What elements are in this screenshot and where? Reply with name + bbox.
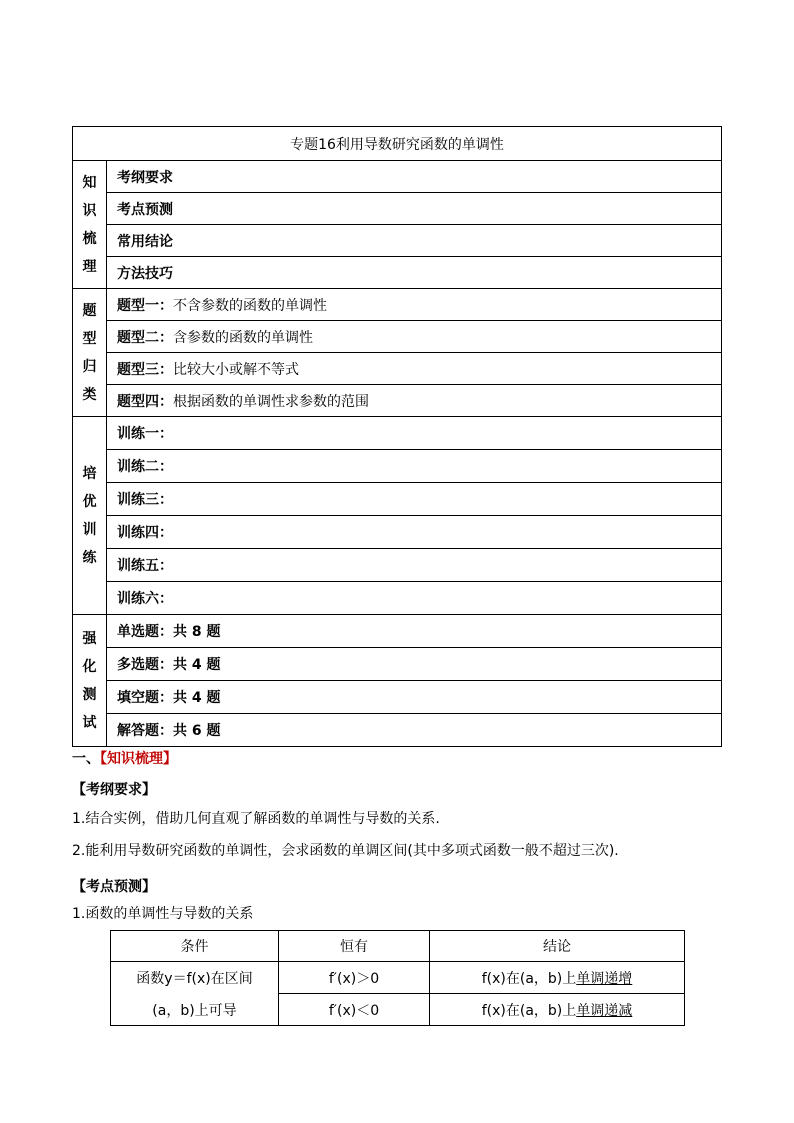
outline-item: 训练三： (107, 483, 722, 516)
always-cell: f′(x)＜0 (279, 994, 430, 1026)
section-label-question-types: 题 型 归 类 (73, 289, 107, 417)
subheading-requirements: 【考纲要求】 (72, 782, 156, 798)
outline-item: 填空题：共 4 题 (107, 681, 722, 714)
outline-item: 常用结论 (107, 225, 722, 257)
outline-item: 题型一：不含参数的函数的单调性 (107, 289, 722, 321)
outline-item: 解答题：共 6 题 (107, 714, 722, 747)
header-condition: 条件 (111, 931, 279, 962)
outline-item: 训练二： (107, 450, 722, 483)
outline-item: 单选题：共 8 题 (107, 615, 722, 648)
outline-item: 训练六： (107, 582, 722, 615)
point-1: 1.函数的单调性与导数的关系 (72, 906, 254, 922)
section-label-knowledge: 知 识 梳 理 (73, 161, 107, 289)
header-always: 恒有 (279, 931, 430, 962)
outline-item: 训练一： (107, 417, 722, 450)
always-cell: f′(x)＞0 (279, 962, 430, 994)
outline-item: 方法技巧 (107, 257, 722, 289)
monotonicity-table (110, 930, 685, 1026)
outline-item: 题型三：比较大小或解不等式 (107, 353, 722, 385)
outline-item: 考纲要求 (107, 161, 722, 193)
condition-cell: 函数y＝f(x)在区间 (a，b)上可导 (111, 962, 279, 1026)
outline-title: 专题16利用导数研究函数的单调性 (73, 127, 722, 161)
section-label-training: 培 优 训 练 (73, 417, 107, 615)
outline-item: 训练四： (107, 516, 722, 549)
requirement-2: 2.能利用导数研究函数的单调性，会求函数的单调区间(其中多项式函数一般不超过三次). (72, 843, 619, 859)
section-heading: 一、【知识梳理】 (72, 751, 177, 767)
subheading-points: 【考点预测】 (72, 879, 156, 895)
outline-item: 考点预测 (107, 193, 722, 225)
outline-table (72, 126, 722, 747)
outline-item: 题型二：含参数的函数的单调性 (107, 321, 722, 353)
conclusion-cell: f(x)在(a，b)上单调递增 (430, 962, 685, 994)
conclusion-cell: f(x)在(a，b)上单调递减 (430, 994, 685, 1026)
requirement-1: 1.结合实例，借助几何直观了解函数的单调性与导数的关系. (72, 811, 440, 827)
outline-item: 题型四：根据函数的单调性求参数的范围 (107, 385, 722, 417)
section-label-test: 强 化 测 试 (73, 615, 107, 747)
outline-item: 训练五： (107, 549, 722, 582)
outline-item: 多选题：共 4 题 (107, 648, 722, 681)
header-conclusion: 结论 (430, 931, 685, 962)
